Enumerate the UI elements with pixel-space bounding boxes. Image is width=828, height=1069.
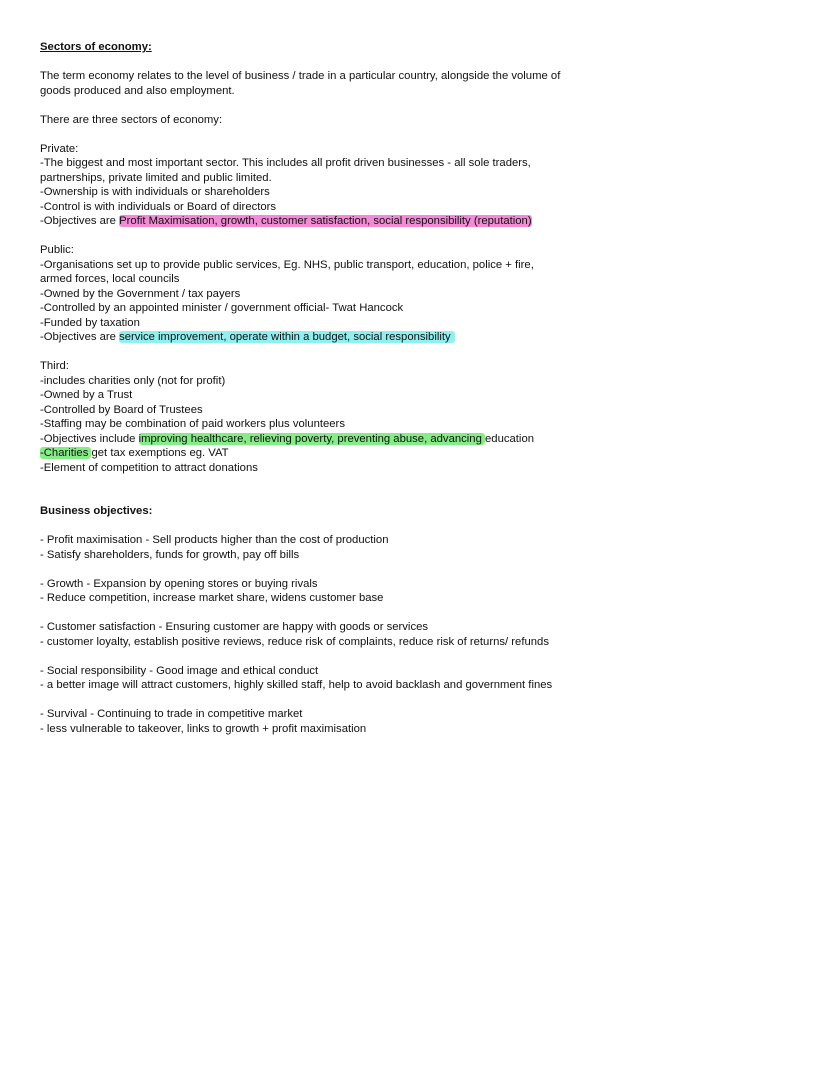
private-objectives-highlight: Profit Maximisation, growth, customer satisfaction, social responsibility (reputation) [119, 215, 532, 227]
third-label: Third: [40, 360, 69, 372]
public-objectives-highlight: service improvement, operate within a budget, social responsibility [119, 331, 455, 343]
intro-line-1: The term economy relates to the level of business / trade in a particular country, alongside the volume of [40, 70, 561, 82]
objective-detail: - a better image will attract customers, highly skilled staff, help to avoid backlash and government fines [40, 679, 553, 691]
public-objectives [40, 330, 800, 345]
document-body [40, 40, 800, 736]
business-objectives-heading: Business objectives: [40, 505, 153, 517]
private-line-2: partnerships, private limited and public limited. [40, 171, 272, 184]
private-line-4: -Control is with individuals or Board of directors [40, 200, 277, 213]
private-line-3: -Ownership is with individuals or shareholders [40, 186, 270, 198]
public-line-4: -Controlled by an appointed minister / government official- Twat Hancock [40, 302, 404, 314]
third-line-2: -Owned by a Trust [40, 389, 133, 401]
public-line-1: -Organisations set up to provide public services, Eg. NHS, public transport, education, police + fire, [40, 258, 534, 271]
third-charities-suffix: get tax exemptions eg. VAT [91, 447, 229, 459]
objective-line: - Survival - Continuing to trade in competitive market [40, 708, 303, 720]
sectors-heading: Sectors of economy: [40, 41, 152, 53]
third-charities [40, 446, 800, 461]
objective-detail: - customer loyalty, establish positive reviews, reduce risk of complaints, reduce risk of returns/ refunds [40, 635, 549, 648]
objective-line: - Social responsibility - Good image and ethical conduct [40, 664, 319, 677]
public-label: Public: [40, 244, 74, 256]
intro-line-3: There are three sectors of economy: [40, 113, 223, 126]
public-line-2: armed forces, local councils [40, 273, 180, 285]
objective-detail: - less vulnerable to takeover, links to growth + profit maximisation [40, 722, 367, 735]
third-objectives-highlight: improving healthcare, relieving poverty, preventing abuse, advancing [138, 432, 486, 445]
public-line-3: -Owned by the Government / tax payers [40, 287, 241, 300]
third-line-7: -Element of competition to attract donations [40, 461, 258, 474]
objective-item-customer-satisfaction [40, 620, 800, 649]
third-objectives-prefix: -Objectives include [40, 432, 139, 445]
objective-line: - Profit maximisation - Sell products higher than the cost of production [40, 534, 389, 546]
objective-item-profit [40, 533, 800, 562]
private-objectives [40, 214, 800, 229]
private-line-1: -The biggest and most important sector. This includes all profit driven businesses - all sole traders, [40, 157, 531, 169]
objective-line: - Growth - Expansion by opening stores or buying rivals [40, 577, 318, 590]
objective-item-survival [40, 707, 800, 736]
objective-detail: - Reduce competition, increase market share, widens customer base [40, 592, 384, 604]
third-line-4: -Staffing may be combination of paid workers plus volunteers [40, 418, 345, 430]
third-line-1: -includes charities only (not for profit) [40, 374, 226, 387]
third-objectives [40, 432, 800, 447]
objective-item-social-responsibility [40, 664, 800, 693]
public-objectives-prefix: -Objectives are [40, 331, 120, 343]
objective-item-growth [40, 577, 800, 606]
public-line-5: -Funded by taxation [40, 316, 140, 329]
third-objectives-suffix: education [485, 432, 535, 445]
objective-line: - Customer satisfaction - Ensuring customer are happy with goods or services [40, 621, 429, 633]
private-label: Private: [40, 142, 79, 155]
intro-line-2: goods produced and also employment. [40, 84, 235, 97]
objective-detail: - Satisfy shareholders, funds for growth, pay off bills [40, 548, 300, 561]
private-objectives-prefix: -Objectives are [40, 215, 120, 227]
third-line-3: -Controlled by Board of Trustees [40, 403, 203, 416]
third-charities-highlight: -Charities [40, 447, 92, 459]
